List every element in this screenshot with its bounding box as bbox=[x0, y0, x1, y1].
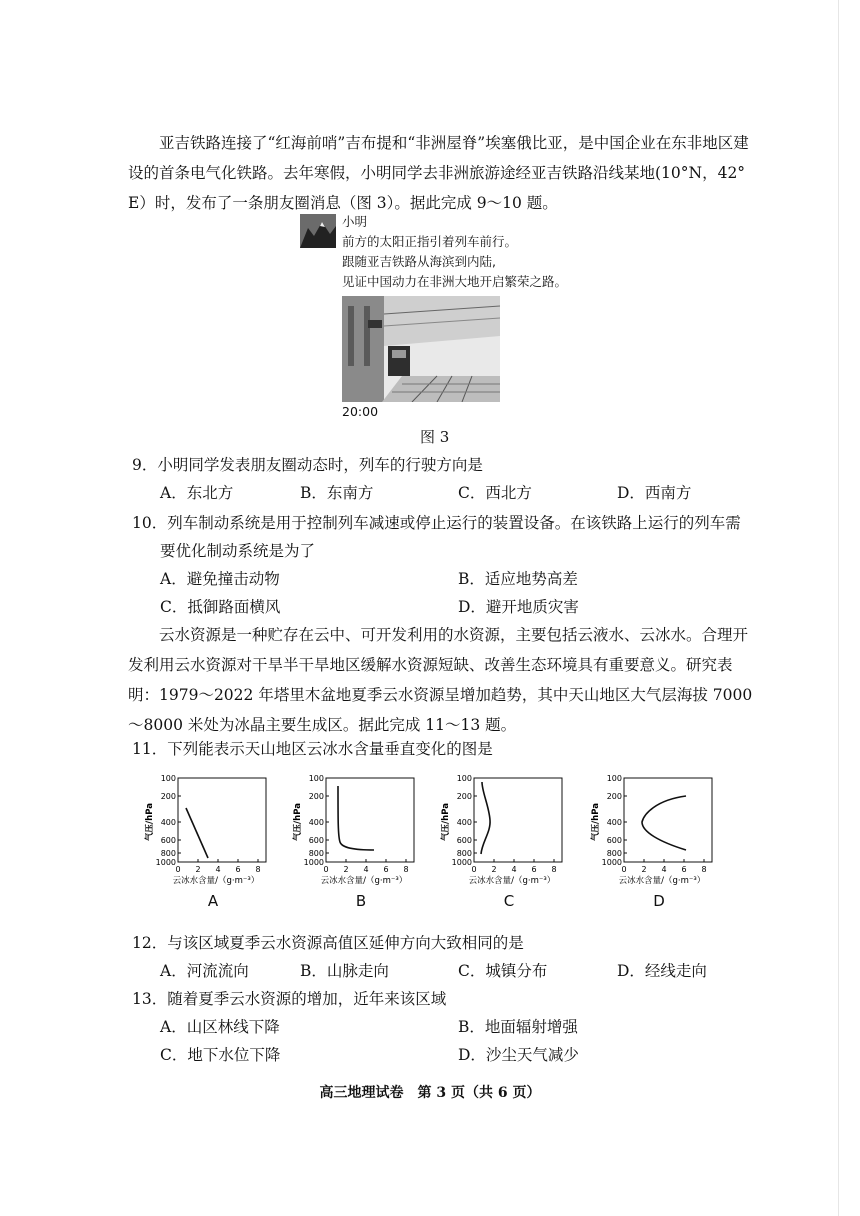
q9-option-a: A．东北方 bbox=[160, 484, 234, 502]
q13-option-c: C．地下水位下降 bbox=[160, 1046, 281, 1064]
x-tick-label: 4 bbox=[363, 865, 369, 874]
chart-c-plot bbox=[434, 770, 584, 890]
q13-option-d: D．沙尘天气减少 bbox=[458, 1046, 579, 1064]
x-axis-label: 云冰水含量/（g·m⁻³） bbox=[320, 876, 408, 886]
post-line-3: 见证中国动力在非洲大地开启繁荣之路。 bbox=[342, 274, 568, 289]
intro-paragraph-2: 云水资源是一种贮存在云中、可开发利用的水资源，主要包括云液水、云冰水。合理开发利用云水资源对干旱半干旱地区缓解水资源短缺、改善生态环境具有重要意义。研究表明：1979～2022 年塔里木盆地夏季云水资源呈增加趋势，其中天山地区大气层海拔 7000～8000 米处为冰晶主要生成区。据此完成 11～13 题。 bbox=[128, 626, 753, 734]
chart-d-label: D bbox=[653, 892, 665, 910]
chart-c-curve bbox=[481, 782, 490, 854]
y-axis-label: 气压/hPa bbox=[145, 803, 155, 841]
y-tick-label: 100 bbox=[606, 774, 622, 783]
y-axis-label: 气压/hPa bbox=[591, 803, 601, 841]
y-tick-label: 1000 bbox=[601, 858, 622, 867]
q12-option-a: A．河流流向 bbox=[160, 962, 249, 980]
x-tick-label: 0 bbox=[621, 865, 627, 874]
chart-option-d bbox=[584, 770, 734, 920]
x-tick-label: 8 bbox=[255, 865, 261, 874]
post-time: 20:00 bbox=[342, 404, 379, 419]
chart-b-axes bbox=[292, 774, 414, 886]
q10-option-d: D．避开地质灾害 bbox=[458, 598, 579, 616]
x-tick-label: 2 bbox=[641, 865, 647, 874]
chart-b-curve bbox=[338, 786, 374, 850]
y-tick-label: 600 bbox=[308, 836, 324, 845]
y-tick-label: 200 bbox=[456, 792, 472, 801]
q12-option-c: C．城镇分布 bbox=[458, 962, 548, 980]
y-tick-label: 400 bbox=[308, 818, 324, 827]
chart-a-label: A bbox=[207, 892, 219, 910]
post-line-2: 跟随亚吉铁路从海滨到内陆, bbox=[342, 254, 496, 269]
y-tick-label: 1000 bbox=[451, 858, 472, 867]
page-footer: 高三地理试卷 第 3 页（共 6 页） bbox=[319, 1085, 541, 1101]
y-tick-label: 400 bbox=[456, 818, 472, 827]
chart-a-plot bbox=[138, 770, 288, 890]
x-axis-label: 云冰水含量/（g·m⁻³） bbox=[618, 876, 706, 886]
chart-c-axes bbox=[440, 774, 562, 886]
q12-option-b: B．山脉走向 bbox=[300, 962, 389, 980]
y-tick-label: 100 bbox=[160, 774, 176, 783]
post-author: 小明 bbox=[342, 214, 368, 229]
y-axis-label: 气压/hPa bbox=[293, 803, 303, 841]
chart-option-a bbox=[138, 770, 288, 920]
q10-option-c: C．抵御路面横风 bbox=[160, 598, 281, 616]
y-tick-label: 400 bbox=[606, 818, 622, 827]
x-tick-label: 2 bbox=[491, 865, 497, 874]
q9-stem: 9．小明同学发表朋友圈动态时，列车的行驶方向是 bbox=[132, 456, 483, 474]
x-tick-label: 8 bbox=[701, 865, 707, 874]
x-axis-label: 云冰水含量/（g·m⁻³） bbox=[468, 876, 556, 886]
chart-c-frame bbox=[474, 778, 562, 862]
y-tick-label: 1000 bbox=[155, 858, 176, 867]
x-tick-label: 6 bbox=[235, 865, 241, 874]
y-tick-label: 800 bbox=[606, 849, 622, 858]
q13-stem: 13．随着夏季云水资源的增加，近年来该区域 bbox=[132, 990, 447, 1008]
x-tick-label: 0 bbox=[323, 865, 329, 874]
q11-stem: 11．下列能表示天山地区云冰水含量垂直变化的图是 bbox=[132, 740, 493, 758]
chart-d-axes bbox=[590, 774, 712, 886]
x-tick-label: 0 bbox=[471, 865, 477, 874]
x-tick-label: 2 bbox=[195, 865, 201, 874]
q10-stem-line-2: 要优化制动系统是为了 bbox=[160, 542, 316, 560]
q12-stem: 12．与该区域夏季云水资源高值区延伸方向大致相同的是 bbox=[132, 934, 524, 952]
chart-d-plot bbox=[584, 770, 734, 890]
q13-option-a: A．山区林线下降 bbox=[160, 1018, 280, 1036]
y-axis-label: 气压/hPa bbox=[441, 803, 451, 841]
y-tick-label: 600 bbox=[606, 836, 622, 845]
chart-c-label: C bbox=[503, 892, 515, 910]
x-axis-label: 云冰水含量/（g·m⁻³） bbox=[172, 876, 260, 886]
avatar bbox=[300, 214, 336, 248]
y-tick-label: 100 bbox=[456, 774, 472, 783]
q10-option-a: A．避免撞击动物 bbox=[160, 570, 280, 588]
y-tick-label: 600 bbox=[456, 836, 472, 845]
chart-d-curve bbox=[642, 796, 686, 850]
y-tick-label: 400 bbox=[160, 818, 176, 827]
x-tick-label: 0 bbox=[175, 865, 181, 874]
chart-b-label: B bbox=[355, 892, 367, 910]
q9-option-b: B．东南方 bbox=[300, 484, 374, 502]
q10-option-b: B．适应地势高差 bbox=[458, 570, 578, 588]
chart-a-axes bbox=[144, 774, 266, 886]
x-tick-label: 4 bbox=[215, 865, 221, 874]
post-line-1: 前方的太阳正指引着列车前行。 bbox=[342, 234, 518, 249]
x-tick-label: 6 bbox=[681, 865, 687, 874]
q10-stem-line-1: 10．列车制动系统是用于控制列车减速或停止运行的装置设备。在该铁路上运行的列车需 bbox=[132, 514, 741, 532]
x-tick-label: 8 bbox=[551, 865, 557, 874]
y-tick-label: 100 bbox=[308, 774, 324, 783]
x-tick-label: 6 bbox=[383, 865, 389, 874]
y-tick-label: 200 bbox=[606, 792, 622, 801]
q13-option-b: B．地面辐射增强 bbox=[458, 1018, 578, 1036]
y-tick-label: 800 bbox=[456, 849, 472, 858]
q12-option-d: D．经线走向 bbox=[617, 962, 707, 980]
x-tick-label: 4 bbox=[511, 865, 517, 874]
y-tick-label: 600 bbox=[160, 836, 176, 845]
q9-option-c: C．西北方 bbox=[458, 484, 532, 502]
chart-b-plot bbox=[286, 770, 436, 890]
x-tick-label: 6 bbox=[531, 865, 537, 874]
q9-option-d: D．西南方 bbox=[617, 484, 692, 502]
x-tick-label: 2 bbox=[343, 865, 349, 874]
y-tick-label: 200 bbox=[160, 792, 176, 801]
y-tick-label: 800 bbox=[160, 849, 176, 858]
figure-3-caption: 图 3 bbox=[420, 428, 450, 446]
train-photo bbox=[342, 296, 500, 402]
chart-a-curve bbox=[186, 808, 208, 858]
intro-paragraph-1: 亚吉铁路连接了“红海前哨”吉布提和“非洲屋脊”埃塞俄比亚，是中国企业在东非地区建设的首条电气化铁路。去年寒假，小明同学去非洲旅游途经亚吉铁路沿线某地(10°N，42° E）时，发布了一条朋友圈消息（图 3）。据此完成 9～10 题。 bbox=[128, 134, 749, 212]
y-tick-label: 200 bbox=[308, 792, 324, 801]
chart-option-b bbox=[286, 770, 436, 920]
chart-d-frame bbox=[624, 778, 712, 862]
page-edge-line bbox=[838, 0, 839, 1216]
chart-option-c bbox=[434, 770, 584, 920]
y-tick-label: 800 bbox=[308, 849, 324, 858]
x-tick-label: 8 bbox=[403, 865, 409, 874]
y-tick-label: 1000 bbox=[303, 858, 324, 867]
x-tick-label: 4 bbox=[661, 865, 667, 874]
